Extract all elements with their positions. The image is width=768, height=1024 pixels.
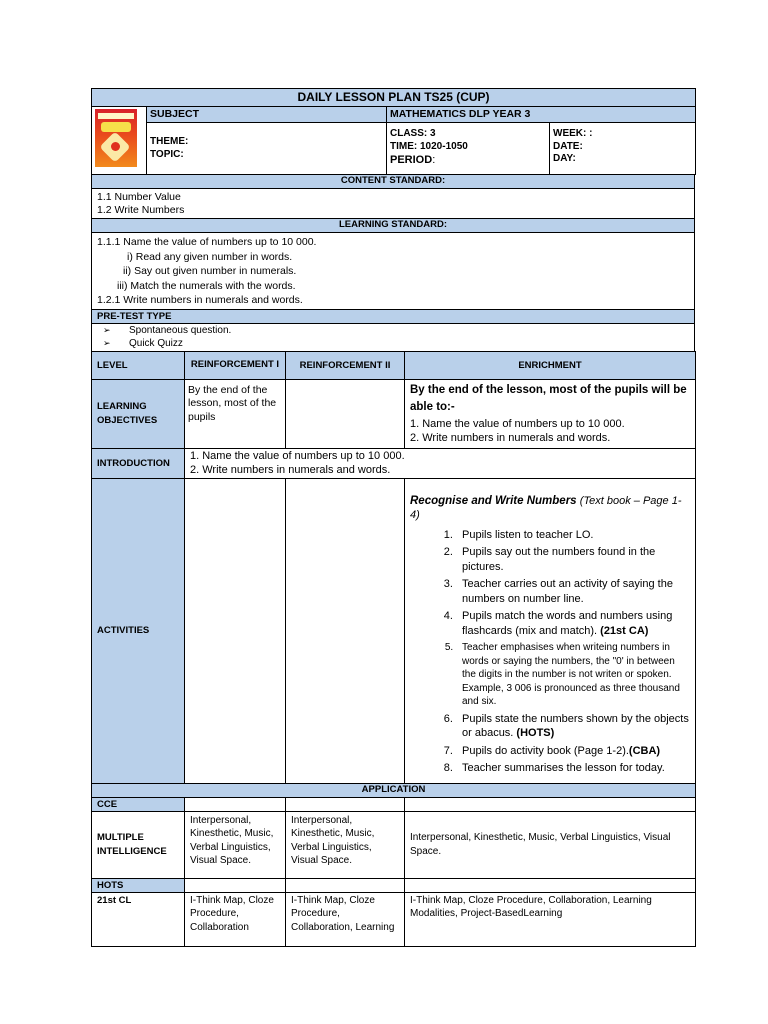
- application-heading: APPLICATION: [92, 783, 696, 797]
- activities-heading-note: (Text book – Page 1-4): [410, 494, 682, 521]
- time-field: TIME: 1020-1050: [390, 140, 468, 152]
- activity-step: 4. Pupils match the words and numbers using flashcards (mix and match). (21st CA): [456, 609, 690, 638]
- activities-steps: [410, 528, 690, 776]
- mi-reinforcement1: Interpersonal, Kinesthetic, Music, Verbal Linguistics, Visual Space.: [185, 811, 286, 878]
- activity-step: 1. Pupils listen to teacher LO.: [456, 528, 690, 543]
- hots-label: HOTS: [92, 878, 185, 892]
- objectives-label: LEARNING OBJECTIVES: [92, 379, 185, 448]
- lesson-table: [91, 351, 696, 947]
- header-table: [91, 88, 696, 175]
- activity-step: 2. Pupils say out the numbers found in the pictures.: [456, 545, 690, 574]
- objectives-reinforcement1: By the end of the lesson, most of the pupils: [185, 379, 286, 448]
- activities-enrichment: [405, 478, 696, 783]
- activities-reinforcement1: [185, 478, 286, 783]
- level-header: LEVEL: [92, 351, 185, 379]
- cce-label: CCE: [92, 797, 185, 811]
- learning-standard-item: 1.1.1 Name the value of numbers up to 10 000.: [97, 236, 317, 248]
- week-field: WEEK: :: [553, 128, 593, 139]
- content-standard-body: [92, 189, 695, 219]
- mi-reinforcement2: Interpersonal, Kinesthetic, Music, Verbal Linguistics, Visual Space.: [286, 811, 405, 878]
- learning-standard-item: 1.2.1 Write numbers in numerals and words.: [97, 294, 303, 306]
- standards-table: [91, 174, 695, 352]
- cl21-enrichment: I-Think Map, Cloze Procedure, Collaboration, Learning Modalities, Project-BasedLearning: [405, 892, 696, 946]
- reinforcement2-header: REINFORCEMENT II: [286, 351, 405, 379]
- content-standard-item: 1.1 Number Value: [97, 191, 181, 203]
- cl21-reinforcement1: I-Think Map, Cloze Procedure, Collaboration: [185, 892, 286, 946]
- pretest-item: ➢ Quick Quizz: [119, 337, 691, 351]
- objective-item: 1. Name the value of numbers up to 10 000.: [410, 417, 625, 430]
- objectives-enrichment: [405, 379, 696, 448]
- pretest-body: [92, 323, 695, 351]
- objectives-reinforcement2: [286, 379, 405, 448]
- class-time-cell: [387, 123, 550, 175]
- activity-step: 5. Teacher emphasises when writeing numbers in words or saying the numbers, the "0' in between the digits in the number is not writen or spoken. Example, 3 006 is pronounced as three thousand and six.: [456, 641, 690, 709]
- learning-standard-body: [92, 233, 695, 310]
- multiple-intelligence-label: MULTIPLE INTELLIGENCE: [92, 811, 185, 878]
- pretest-heading: PRE-TEST TYPE: [92, 309, 695, 323]
- date-field: DATE:: [553, 140, 583, 152]
- reinforcement1-header: REINFORCEMENT I: [185, 351, 286, 379]
- learning-standard-item: ii) Say out given number in numerals.: [123, 265, 297, 277]
- learning-standard-item: iii) Match the numerals with the words.: [117, 279, 296, 292]
- activity-step: 8. Teacher summarises the lesson for today.: [456, 761, 690, 776]
- subject-label: SUBJECT: [147, 107, 387, 123]
- activity-tag: (HOTS): [516, 727, 555, 739]
- activity-step: 3. Teacher carries out an activity of saying the numbers on number line.: [456, 577, 690, 606]
- activities-label: ACTIVITIES: [92, 478, 185, 783]
- cl21-label: 21st CL: [92, 892, 185, 946]
- cl21-reinforcement2: I-Think Map, Cloze Procedure, Collaboration, Learning: [286, 892, 405, 946]
- objectives-lead: By the end of the lesson, most of the pupils will be able to:-: [410, 383, 687, 413]
- day-field: DAY:: [553, 153, 576, 164]
- introduction-item: 2. Write numbers in numerals and words.: [190, 464, 391, 476]
- lesson-plan-title: DAILY LESSON PLAN TS25 (CUP): [92, 89, 696, 107]
- activities-reinforcement2: [286, 478, 405, 783]
- activity-tag: (CBA): [628, 744, 661, 757]
- learning-standard-heading: LEARNING STANDARD:: [92, 219, 695, 233]
- content-standard-heading: CONTENT STANDARD:: [92, 175, 695, 189]
- mi-enrichment: Interpersonal, Kinesthetic, Music, Verbal Linguistics, Visual Space.: [405, 811, 696, 878]
- activity-step: 6. Pupils state the numbers shown by the objects or abacus. (HOTS): [456, 712, 690, 741]
- period-label: PERIOD: [390, 154, 433, 166]
- theme-label: THEME:: [150, 136, 189, 147]
- pretest-item: ➢ Spontaneous question.: [119, 324, 691, 338]
- lesson-plan-page: [91, 88, 695, 947]
- activity-step: 7. Pupils do activity book (Page 1-2).(CBA): [456, 744, 690, 759]
- class-field: CLASS: 3: [390, 128, 436, 139]
- week-date-day-cell: [550, 123, 696, 175]
- content-standard-item: 1.2 Write Numbers: [97, 204, 185, 216]
- objective-item: 2. Write numbers in numerals and words.: [410, 432, 611, 444]
- subject-value: MATHEMATICS DLP YEAR 3: [387, 107, 696, 123]
- topic-label: TOPIC:: [150, 148, 184, 160]
- introduction-label: INTRODUCTION: [92, 448, 185, 478]
- introduction-body: [185, 448, 696, 478]
- activities-heading: Recognise and Write Numbers: [410, 494, 577, 507]
- theme-topic-cell: [147, 123, 387, 175]
- textbook-cover-cell: [92, 107, 147, 175]
- learning-standard-item: i) Read any given number in words.: [127, 250, 293, 263]
- activity-tag: (21st CA): [600, 624, 649, 637]
- period-colon: :: [432, 154, 436, 166]
- enrichment-header: ENRICHMENT: [405, 351, 696, 379]
- introduction-item: 1. Name the value of numbers up to 10 000.: [190, 449, 405, 462]
- mathematics-textbook-cover: [95, 109, 137, 167]
